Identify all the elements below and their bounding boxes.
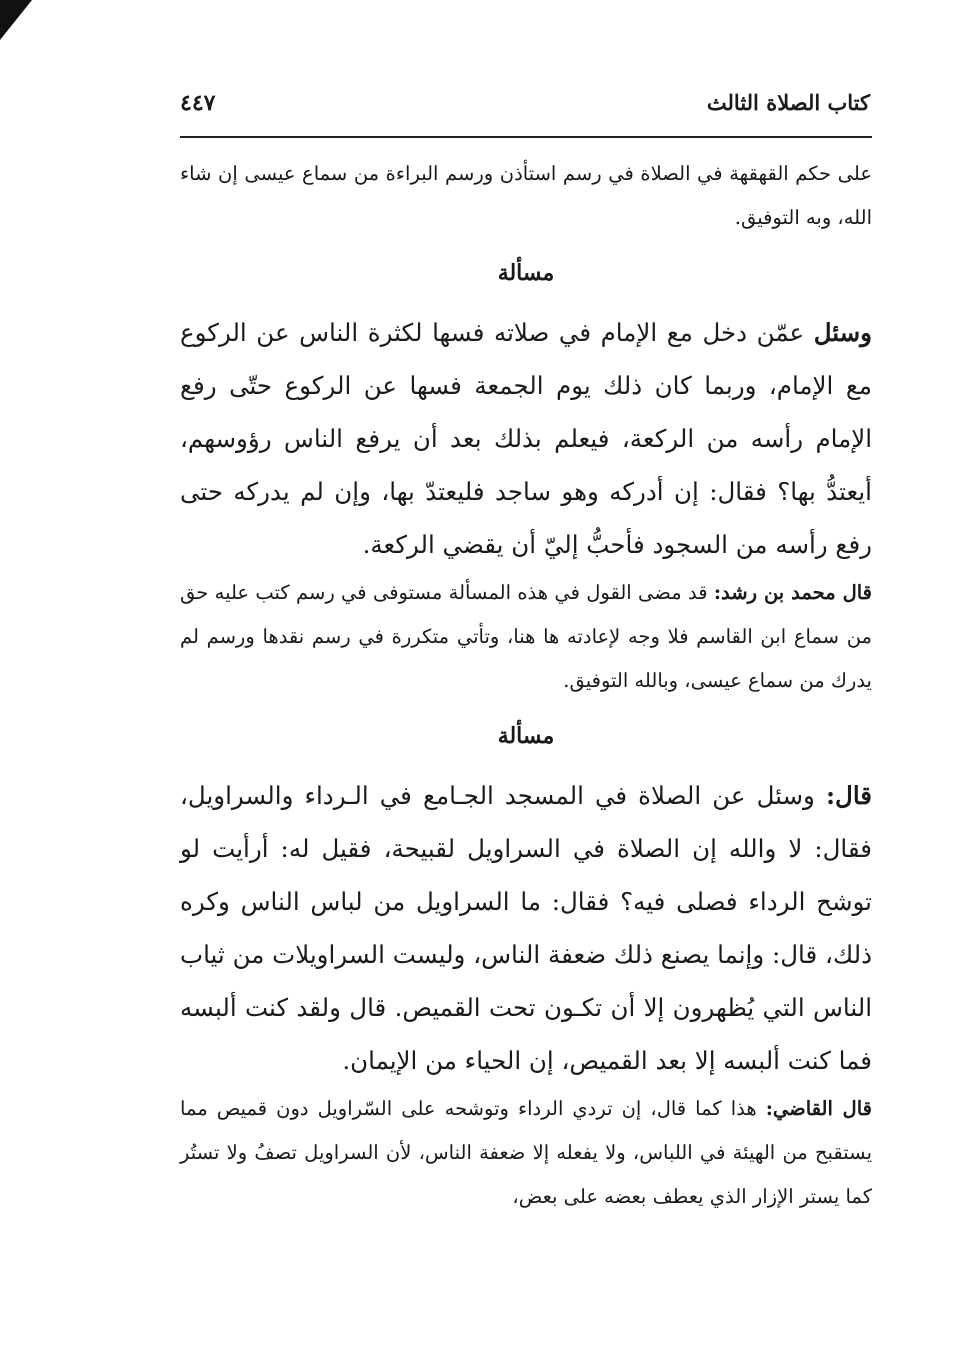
page-number: ٤٤٧ [180,90,216,116]
intro-paragraph: على حكم القهقهة في الصلاة في رسم استأذن ورسم البراءة من سماع عيسى إن شاء الله، وبه التوفيق. [180,162,872,229]
question-text: عمّن دخل مع الإمام في صلاته فسها لكثرة الناس عن الركوع مع الإمام، وربما كان ذلك يوم الجمعة فسها عن الركوع حتّى رفع الإمام رأسه من الركعة، فيعلم بذلك بعد أن يرفع الناس رؤوسهم، أيعتدُّ بها؟ فقال: إن أدركه وهو ساجد فليعتدّ بها، وإن لم يدركه حتى رفع رأسه من السجود فأحبُّ إليّ أن يقضي الركعة. [180,318,872,559]
scan-corner-mark [0,0,32,40]
header-divider [180,136,872,138]
question-lead: وسئل [813,318,872,347]
section-heading: مسألة [497,260,555,286]
question-paragraph [180,769,872,1087]
commentary-paragraph [180,1087,872,1219]
book-title: كتاب الصلاة الثالث [706,90,870,115]
question-text: وسئل عن الصلاة في المسجد الجـامع في الـرداء والسراويل، فقال: لا والله إن الصلاة في السراويل لقبيحة، فقيل له: أرأيت لو توشح الرداء فصلى فيه؟ فقال: ما السراويل من لباس الناس وكره ذلك، قال: وإنما يصنع ذلك ضعفة الناس، وليست السراويلات من ثياب الناس التي يُظهرون إلا أن تكـون تحت القميص. قال ولقد كنت ألبسه فما كنت ألبسه إلا بعد القميص، إن الحياء من الإيمان. [180,781,872,1075]
section-heading: مسألة [497,723,555,749]
commentary-paragraph [180,571,872,703]
commentary-text: هذا كما قال، إن تردي الرداء وتوشحه على السّراويل دون قميص مما يستقبح من الهيئة في اللباس، ولا يفعله إلا ضعفة الناس، لأن السراويل تصفُ ولا تستُر كما يستر الإزار الذي يعطف بعضه على بعض، [180,1097,872,1208]
page-body [180,152,872,1219]
commentary-lead: قال محمد بن رشد: [713,581,873,604]
page-header [180,90,870,134]
question-paragraph [180,306,872,571]
question-lead: قال: [825,781,872,810]
commentary-text: قد مضى القول في هذه المسألة مستوفى في رسم كتب عليه حق من سماع ابن القاسم فلا وجه لإعادته ها هنا، وتأتي متكررة في رسم نقدها ورسم لم يدرك من سماع عيسى، وبالله التوفيق. [180,581,872,692]
commentary-lead: قال القاضي: [765,1097,872,1120]
